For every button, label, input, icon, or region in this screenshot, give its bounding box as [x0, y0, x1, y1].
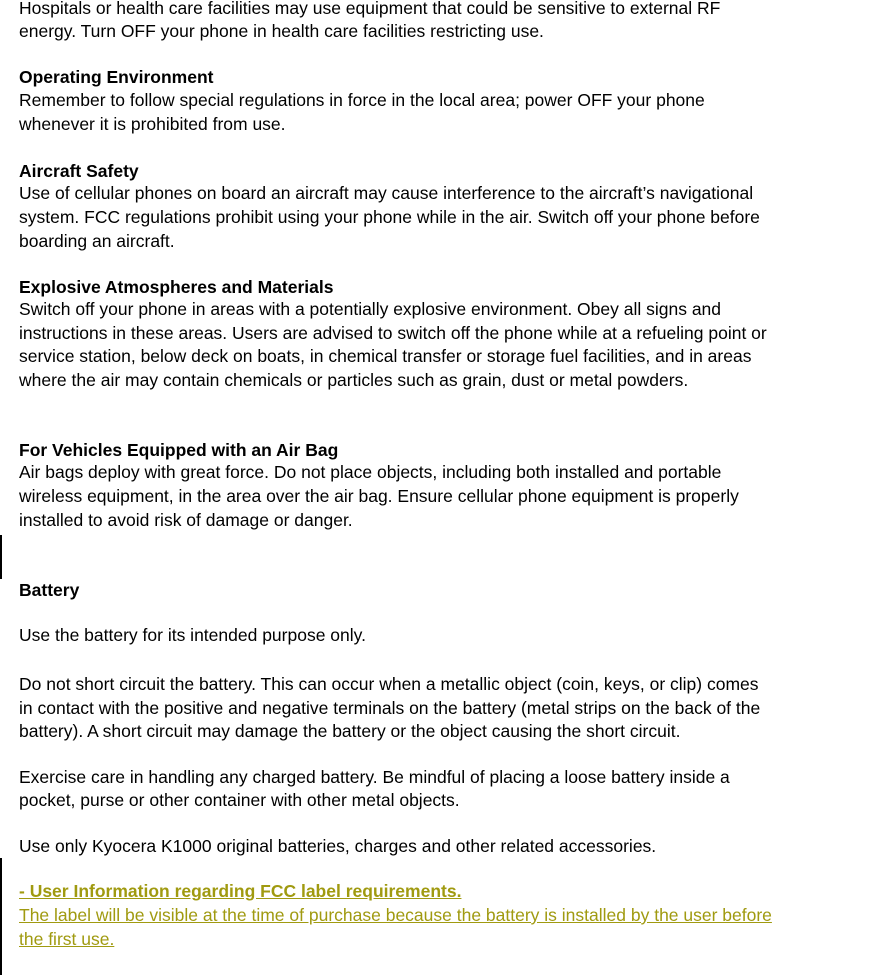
intro-line: Hospitals or health care facilities may use equipment that could be sensitive to external RF	[19, 0, 721, 18]
operating-line: Remember to follow special regulations in force in the local area; power OFF your phone	[19, 90, 705, 110]
intro-line: energy. Turn OFF your phone in health care facilities restricting use.	[19, 21, 544, 41]
vehicles-line: Air bags deploy with great force. Do not place objects, including both installed and portable	[19, 462, 722, 482]
battery-paragraph: Use only Kyocera K1000 original batteries, charges and other related accessories.	[19, 836, 657, 856]
battery-line: pocket, purse or other container with other metal objects.	[19, 790, 460, 810]
explosive-line: where the air may contain chemicals or particles such as grain, dust or metal powders.	[19, 370, 689, 390]
explosive-line: instructions in these areas. Users are advised to switch off the phone while at a refueling point or	[19, 323, 767, 343]
aircraft-line: Use of cellular phones on board an aircraft may cause interference to the aircraft’s navigational	[19, 183, 754, 203]
explosive-line: Switch off your phone in areas with a potentially explosive environment. Obey all signs and	[19, 299, 722, 319]
aircraft-line: boarding an aircraft.	[19, 231, 175, 251]
explosive-heading: Explosive Atmospheres and Materials	[19, 277, 334, 297]
vehicles-heading: For Vehicles Equipped with an Air Bag	[19, 440, 339, 460]
battery-line: Do not short circuit the battery. This can occur when a metallic object (coin, keys, or clip) comes	[19, 674, 759, 694]
fcc-line: The label will be visible at the time of purchase because the battery is installed by the user before	[19, 905, 772, 925]
aircraft-heading: Aircraft Safety	[19, 161, 139, 181]
vehicles-line: installed to avoid risk of damage or danger.	[19, 510, 353, 530]
battery-line: battery). A short circuit may damage the battery or the object causing the short circuit.	[19, 721, 681, 741]
vehicles-line: wireless equipment, in the area over the air bag. Ensure cellular phone equipment is properly	[19, 486, 739, 506]
aircraft-line: system. FCC regulations prohibit using your phone while in the air. Switch off your phone before	[19, 207, 760, 227]
battery-paragraph: Use the battery for its intended purpose only.	[19, 625, 366, 645]
fcc-heading: - User Information regarding FCC label requirements.	[19, 881, 462, 901]
battery-heading: Battery	[19, 580, 80, 600]
battery-line: Exercise care in handling any charged battery. Be mindful of placing a loose battery inside a	[19, 767, 730, 787]
operating-heading: Operating Environment	[19, 67, 214, 87]
fcc-line: the first use.	[19, 929, 115, 949]
explosive-line: service station, below deck on boats, in chemical transfer or storage fuel facilities, and in areas	[19, 346, 752, 366]
operating-line: whenever it is prohibited from use.	[19, 114, 286, 134]
battery-line: in contact with the positive and negative terminals on the battery (metal strips on the back of the	[19, 698, 761, 718]
revision-bar-top	[0, 535, 2, 579]
revision-bar-bottom	[0, 858, 2, 975]
